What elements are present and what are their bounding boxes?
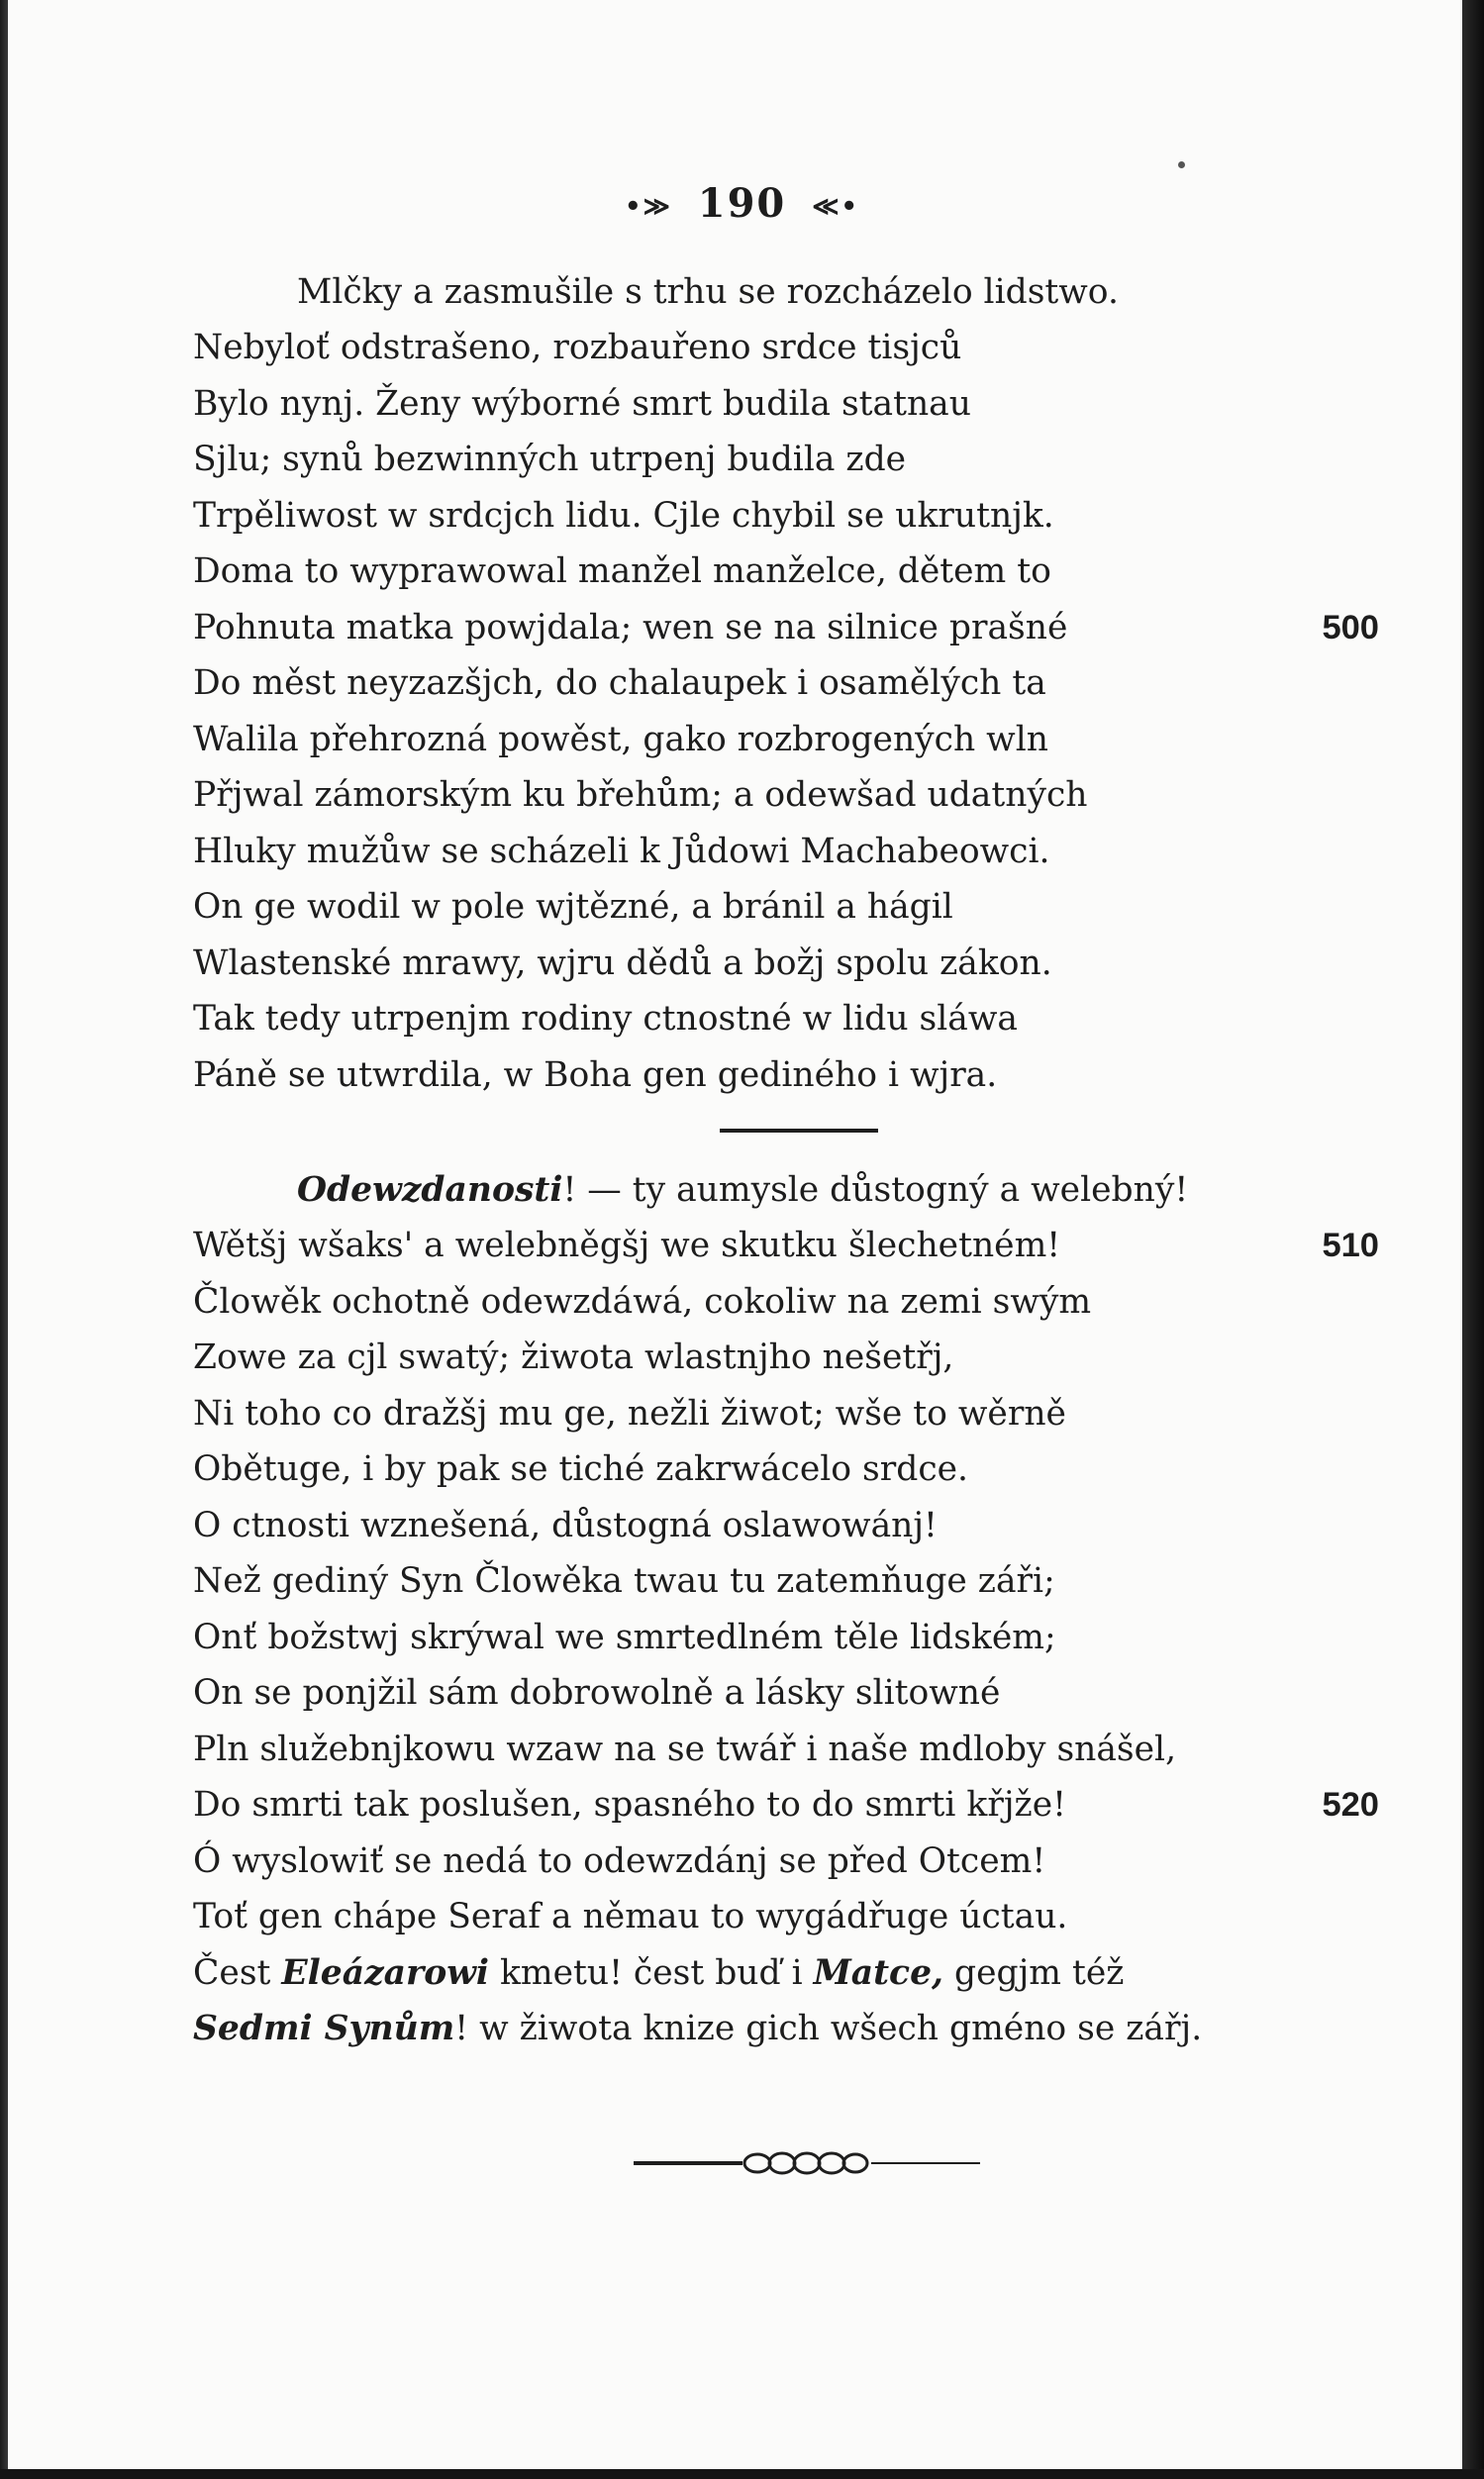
verse-line: Obětuge, i by pak se tiché zakrwácelo srdce.: [193, 1449, 969, 1489]
verse-line: Mlčky a zasmušile s trhu se rozcházelo lidstwo.: [297, 272, 1119, 312]
verse-line: Toť gen chápe Seraf a němau to wygádřuge úctau.: [193, 1897, 1068, 1936]
verse-line: Onť božstwj skrýwal we smrtedlném těle lidském;: [193, 1618, 1056, 1657]
verse-text: Čest: [193, 1953, 282, 1993]
page-number: 190: [697, 180, 787, 227]
ink-speck: [1178, 161, 1185, 168]
verse-line: On ge wodil w pole wjtězné, a bránil a hágil: [193, 887, 953, 927]
verse-line: Tak tedy utrpenjm rodiny ctnostné w lidu sláwa: [193, 999, 1018, 1039]
line-number-520: 520: [1322, 1786, 1379, 1824]
verse-line: Wětšj wšaks' a welebněgšj we skutku šlechetném!: [193, 1226, 1061, 1265]
line-number-500: 500: [1322, 609, 1379, 646]
page-edge-bottom: [0, 2469, 1484, 2479]
verse-line: Hluky mužůw se scházeli k Jůdowi Machabeowci.: [193, 832, 1050, 871]
tail-ornament-text: ——∞∞∞∞——: [634, 2148, 642, 2149]
verse-line: Ó wyslowiť se nedá to odewzdánj se před Otcem!: [193, 1841, 1046, 1881]
italic-word: Odewzdanosti: [297, 1170, 563, 1210]
page-edge-left: [0, 0, 8, 2479]
italic-name: Eleázarowi: [281, 1953, 490, 1993]
page-edge-right: [1462, 0, 1484, 2479]
verse-text: ! — ty aumysle důstogný a welebný!: [562, 1170, 1189, 1210]
verse-line: Ni toho co dražšj mu ge, nežli žiwot; wše to wěrně: [193, 1394, 1066, 1434]
verse-line: Bylo nynj. Ženy wýborné smrt budila statnau: [193, 384, 971, 424]
verse-line: Doma to wyprawowal manžel manželce, dětem to: [193, 551, 1051, 591]
verse-line-sedmi: [193, 2009, 1252, 2048]
verse-line: Walila přehrozná powěst, gako rozbrogených wln: [193, 720, 1048, 759]
header-ornament-right: ≪•: [812, 192, 860, 222]
verse-line: On se ponjžil sám dobrowolně a lásky slitowné: [193, 1673, 1001, 1713]
verse-line: Než gediný Syn Člowěka twau tu zatemňuge záři;: [193, 1561, 1055, 1601]
verse-line: Pln služebnjkowu wzaw na se twář i naše mdloby snášel,: [193, 1730, 1177, 1769]
verse-text: ! w žiwota knize gich wšech gméno se zářj.: [454, 2009, 1203, 2048]
verse-text: gegjm též: [943, 1953, 1125, 1993]
verse-line: Trpěliwost w srdcjch lidu. Cjle chybil se ukrutnjk.: [193, 496, 1054, 536]
verse-line: Do smrti tak poslušen, spasného to do smrti křjže!: [193, 1785, 1066, 1825]
verse-line: Pohnuta matka powjdala; wen se na silnice prašné: [193, 608, 1068, 647]
line-number-510: 510: [1322, 1227, 1379, 1264]
italic-name: Matce,: [813, 1953, 944, 1993]
verse-line: Zowe za cjl swatý; žiwota wlastnjho nešetřj,: [193, 1338, 954, 1377]
verse-line: Sjlu; synů bezwinných utrpenj budila zde: [193, 440, 907, 479]
verse-line: Člowěk ochotně odewzdáwá, cokoliw na zemi swým: [193, 1282, 1092, 1322]
verse-line-first: [297, 1170, 1356, 1210]
italic-name: Sedmi Synům: [193, 2009, 455, 2048]
verse-line: Přjwal zámorským ku břehům; a odewšad udatných: [193, 775, 1088, 815]
verse-text: kmetu! čest buď i: [489, 1953, 814, 1993]
tail-ornament: [634, 2148, 980, 2178]
section-separator: [720, 1129, 878, 1133]
verse-line: Páně se utwrdila, w Boha gen gediného i wjra.: [193, 1055, 998, 1095]
verse-line: Wlastenské mrawy, wjru dědů a božj spolu zákon.: [193, 943, 1052, 983]
page-header: [0, 180, 1484, 227]
verse-line-cest: [193, 1953, 1252, 1993]
verse-line: Do měst neyzazšjch, do chalaupek i osamělých ta: [193, 663, 1046, 703]
verse-line: Nebyloť odstrašeno, rozbauřeno srdce tisjců: [193, 328, 962, 367]
verse-line: O ctnosti wznešená, důstogná oslawowánj!: [193, 1506, 938, 1545]
header-ornament-left: •≫: [624, 192, 672, 222]
